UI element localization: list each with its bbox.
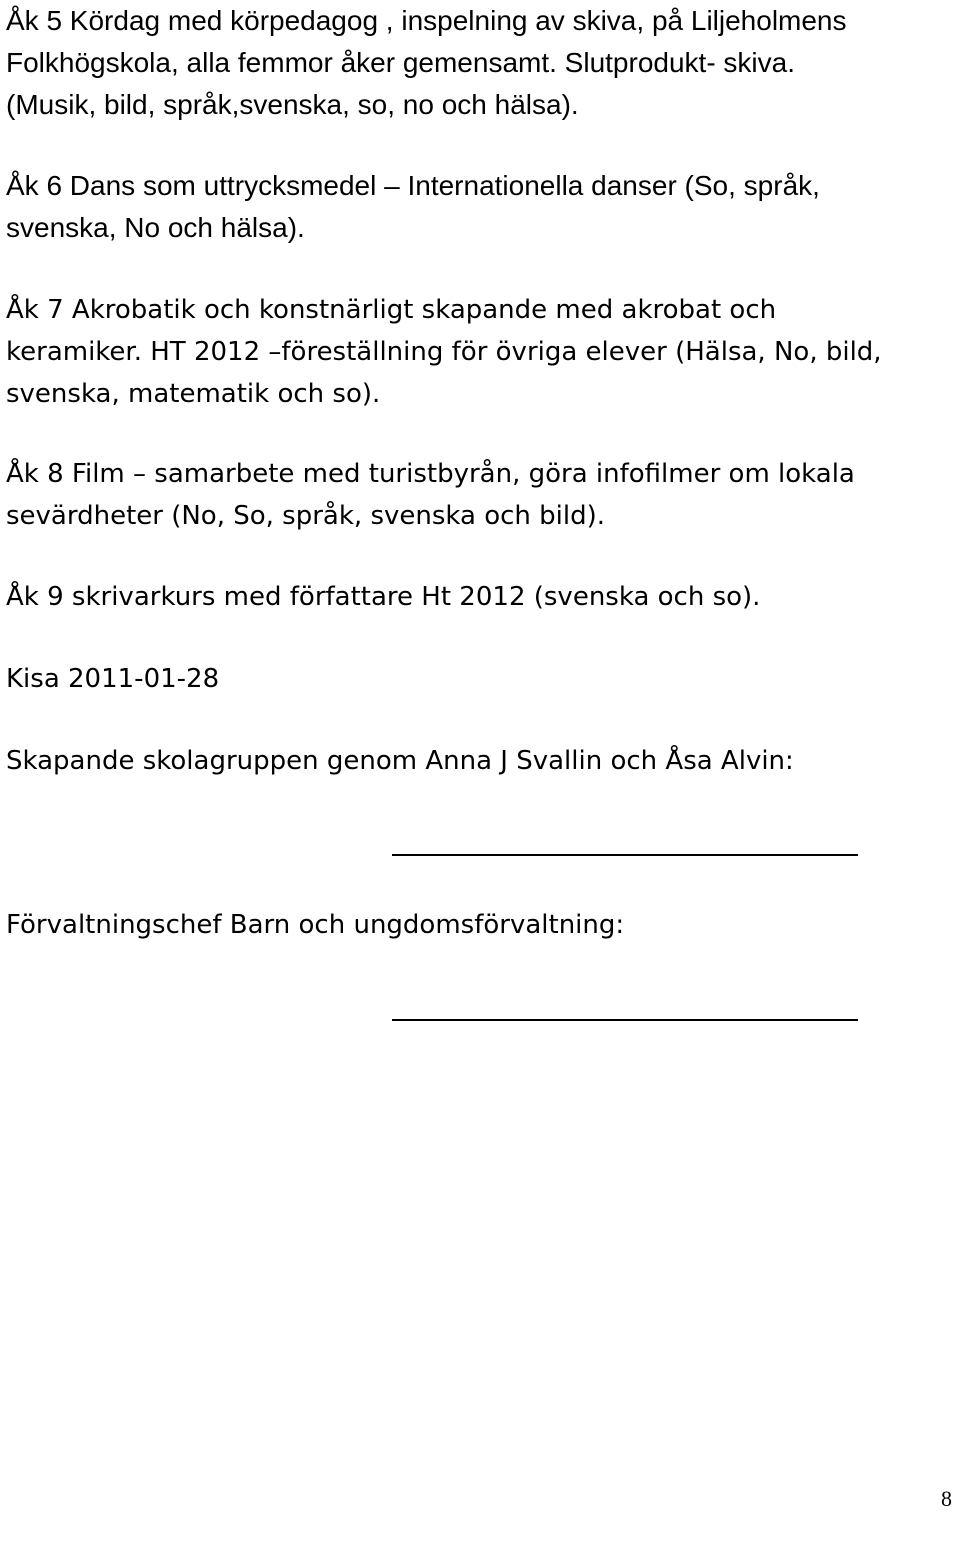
paragraph-ak6-line-2: svenska, No och hälsa).	[6, 212, 305, 243]
signature-chief-label	[6, 904, 624, 946]
paragraph-ak5-line-3: (Musik, bild, språk,svenska, so, no och hälsa).	[6, 89, 579, 120]
paragraph-ak8-line-1: Åk 8 Film – samarbete med turistbyrån, göra infofilmer om lokala	[6, 459, 855, 489]
paragraph-ak9	[6, 576, 760, 618]
signature-line-chief	[392, 1019, 858, 1021]
signature-line-group	[392, 854, 858, 856]
place-date	[6, 658, 219, 700]
paragraph-ak8	[6, 453, 855, 537]
paragraph-ak6-line-1: Åk 6 Dans som uttrycksmedel – Internationella danser (So, språk,	[6, 170, 820, 201]
signature-chief-label-text: Förvaltningschef Barn och ungdomsförvaltning:	[6, 910, 625, 940]
paragraph-ak5	[6, 0, 847, 126]
signature-group-label	[6, 740, 794, 782]
paragraph-ak7	[6, 289, 882, 415]
paragraph-ak7-line-2: keramiker. HT 2012 –föreställning för övriga elever (Hälsa, No, bild,	[6, 337, 882, 367]
paragraph-ak5-line-1: Åk 5 Kördag med körpedagog , inspelning av skiva, på Liljeholmens	[6, 5, 847, 36]
place-date-text: Kisa 2011-01-28	[6, 664, 220, 694]
paragraph-ak9-line-1: Åk 9 skrivarkurs med författare Ht 2012 (svenska och so).	[6, 582, 761, 612]
paragraph-ak5-line-2: Folkhögskola, alla femmor åker gemensamt. Slutprodukt- skiva.	[6, 47, 795, 78]
paragraph-ak6	[6, 165, 820, 249]
paragraph-ak7-line-1: Åk 7 Akrobatik och konstnärligt skapande med akrobat och	[6, 295, 777, 325]
signature-group-label-text: Skapande skolagruppen genom Anna J Svallin och Åsa Alvin:	[6, 746, 794, 776]
page-number: 8	[941, 1486, 952, 1511]
paragraph-ak8-line-2: sevärdheter (No, So, språk, svenska och bild).	[6, 501, 606, 531]
paragraph-ak7-line-3: svenska, matematik och so).	[6, 379, 381, 409]
